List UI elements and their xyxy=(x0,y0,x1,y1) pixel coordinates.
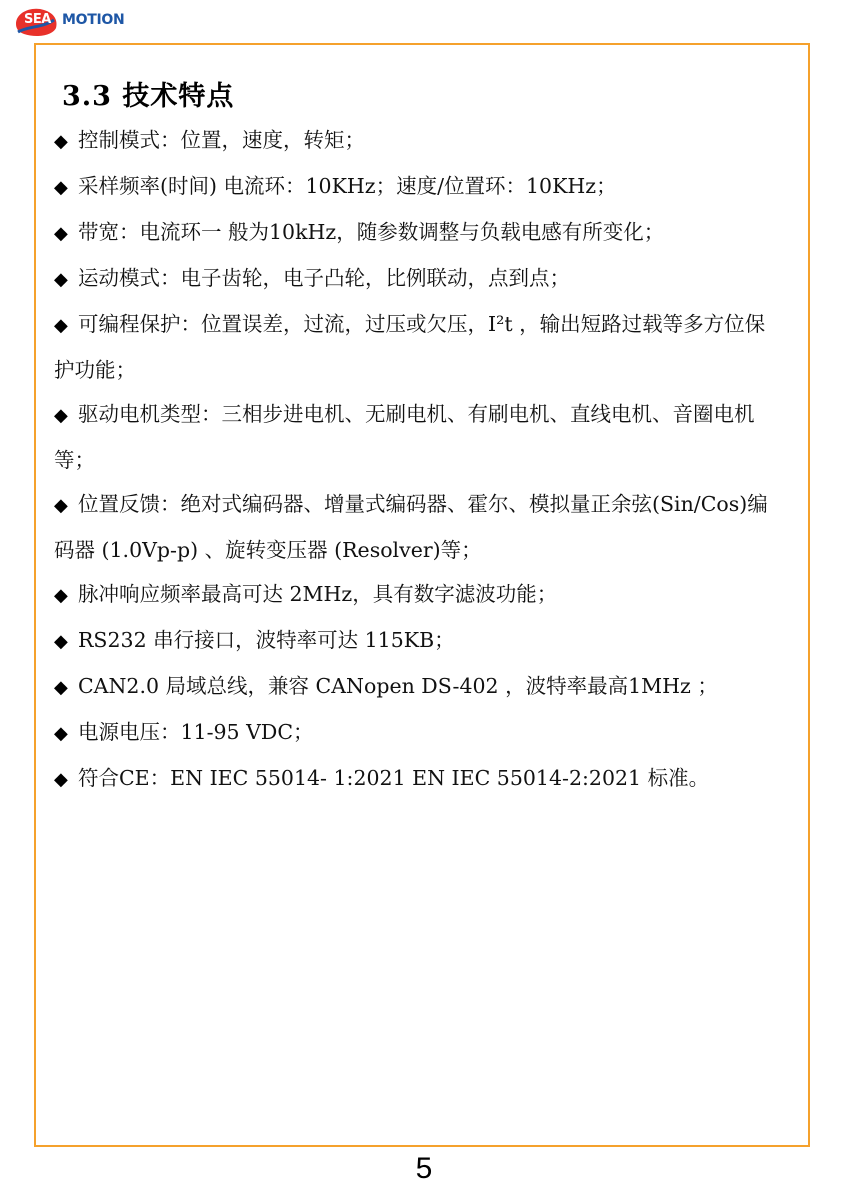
feature-text: 位置反馈：绝对式编码器、增量式编码器、霍尔、模拟量正余弦(Sin/Cos)编码器 (1.0Vp-p) 、旋转变压器 (Resolver)等； xyxy=(54,492,768,562)
diamond-bullet-icon: ◆ xyxy=(54,677,68,698)
diamond-bullet-icon: ◆ xyxy=(54,723,68,744)
feature-text: 运动模式：电子齿轮，电子凸轮，比例联动，点到点； xyxy=(78,266,570,290)
brand-logo xyxy=(14,6,134,36)
feature-item xyxy=(54,256,784,302)
feature-item xyxy=(54,302,784,392)
feature-text: RS232 串行接口，波特率可达 115KB； xyxy=(78,628,455,652)
feature-text: 可编程保护：位置误差，过流，过压或欠压，I²t ，输出短路过载等多方位保护功能； xyxy=(54,312,766,382)
feature-item xyxy=(54,710,784,756)
diamond-bullet-icon: ◆ xyxy=(54,495,68,516)
diamond-bullet-icon: ◆ xyxy=(54,131,68,152)
diamond-bullet-icon: ◆ xyxy=(54,405,68,426)
diamond-bullet-icon: ◆ xyxy=(54,177,68,198)
diamond-bullet-icon: ◆ xyxy=(54,769,68,790)
section-title: 3.3 技术特点 xyxy=(62,81,235,112)
feature-item xyxy=(54,210,784,256)
feature-item xyxy=(54,482,784,572)
feature-text: 脉冲响应频率最高可达 2MHz，具有数字滤波功能； xyxy=(78,582,558,606)
diamond-bullet-icon: ◆ xyxy=(54,315,68,336)
page-number: 5 xyxy=(415,1152,433,1185)
logo-wave-icon xyxy=(14,6,58,36)
logo-text-motion: MOTION xyxy=(62,12,125,28)
diamond-bullet-icon: ◆ xyxy=(54,269,68,290)
feature-list xyxy=(54,118,784,802)
logo-text-sea: SEA xyxy=(24,12,51,27)
feature-text: 带宽：电流环一 般为10kHz，随参数调整与负载电感有所变化； xyxy=(78,220,665,244)
feature-item xyxy=(54,756,784,802)
feature-text: 采样频率(时间) 电流环：10KHz；速度/位置环：10KHz； xyxy=(78,174,617,198)
feature-text: CAN2.0 局域总线，兼容 CANopen DS-402 ，波特率最高1MHz ； xyxy=(78,674,718,698)
feature-text: 符合CE：EN IEC 55014- 1:2021 EN IEC 55014-2:2021 标准。 xyxy=(78,766,710,790)
feature-item xyxy=(54,118,784,164)
feature-item xyxy=(54,572,784,618)
feature-text: 电源电压：11-95 VDC； xyxy=(78,720,314,744)
feature-text: 驱动电机类型：三相步进电机、无刷电机、有刷电机、直线电机、音圈电机等； xyxy=(54,402,755,472)
feature-item xyxy=(54,392,784,482)
diamond-bullet-icon: ◆ xyxy=(54,223,68,244)
feature-text: 控制模式：位置，速度，转矩； xyxy=(78,128,365,152)
feature-item xyxy=(54,664,784,710)
feature-item xyxy=(54,618,784,664)
feature-item xyxy=(54,164,784,210)
diamond-bullet-icon: ◆ xyxy=(54,585,68,606)
diamond-bullet-icon: ◆ xyxy=(54,631,68,652)
